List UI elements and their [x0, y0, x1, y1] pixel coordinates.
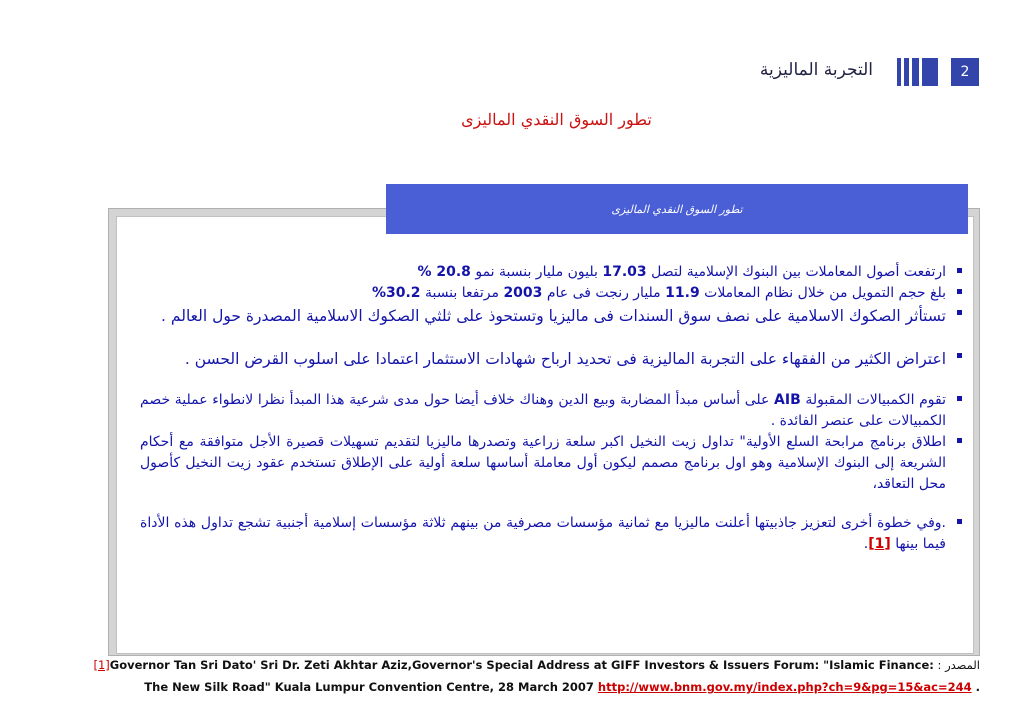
- list-item: [140, 513, 968, 555]
- header-bar: [897, 58, 901, 86]
- square-bullet-icon: [957, 519, 962, 524]
- square-bullet-icon: [957, 289, 962, 294]
- source-end: .: [971, 680, 980, 694]
- list-item: [140, 304, 968, 329]
- square-bullet-icon: [957, 396, 962, 401]
- bullet-text: مليار رنجت فى عام: [542, 285, 666, 301]
- header-bar: [922, 58, 938, 86]
- slide-subtitle: تطور السوق النقدي الماليزى: [461, 110, 652, 129]
- bullet-number: 11.9: [665, 285, 700, 301]
- header-bar: [904, 58, 909, 86]
- source-url-link[interactable]: http://www.bnm.gov.my/index.php?ch=9&pg=15&ac=244: [597, 680, 972, 694]
- bullet-text: مرتفعا بنسبة: [420, 285, 504, 301]
- source-venue: The New Silk Road" Kuala Lumpur Convention Centre, 28 March 2007: [144, 680, 598, 694]
- header-bar: [912, 58, 919, 86]
- list-item: [140, 347, 968, 372]
- list-item: [140, 432, 968, 495]
- square-bullet-icon: [957, 438, 962, 443]
- page-number: 2: [951, 58, 979, 86]
- source-line-1: [60, 655, 980, 675]
- bullet-text: تستأثر الصكوك الاسلامية على نصف سوق السندات فى ماليزيا وتستحوذ على ثلثي الصكوك الاسلامية المصدرة حول العالم .: [161, 307, 946, 325]
- bullet-text: .وفي خطوة أخرى لتعزيز جاذبيتها أعلنت ماليزيا مع ثمانية مؤسسات مصرفية من بينهم ثلاثة مؤسسات إسلامية أجنبية تشجع تداول هذه الأداة فيما بينها: [140, 515, 946, 552]
- source-line-2: [60, 677, 980, 697]
- source-author: Governor Tan Sri Dato' Sri Dr. Zeti Akhtar Aziz,Governor's: [109, 658, 483, 672]
- bullet-number: 20.8 %: [417, 264, 471, 280]
- square-bullet-icon: [957, 310, 962, 315]
- bullet-text: ارتفعت أصول المعاملات بين البنوك الإسلامية لتصل: [646, 264, 946, 280]
- panel-tab-title: تطور السوق النقدي الماليزى: [386, 184, 968, 234]
- list-item: [140, 390, 968, 432]
- source-label: المصدر :: [933, 658, 980, 672]
- bullet-text: اعتراض الكثير من الفقهاء على التجربة الماليزية فى تحديد ارباح شهادات الاستثمار اعتمادا على اسلوب القرض الحسن .: [184, 350, 946, 368]
- bullet-text: تقوم الكمبيالات المقبولة: [800, 392, 946, 408]
- bullet-text: بليون مليار بنسبة نمو: [470, 264, 603, 280]
- bullet-list: [140, 262, 968, 555]
- header-decoration-bars: [897, 58, 941, 86]
- bullet-number: 17.03: [602, 264, 647, 280]
- source-title: Special Address at GIFF Investors & Issuers Forum: "Islamic Finance:: [482, 658, 934, 672]
- bullet-text: بلغ حجم التمويل من خلال نظام المعاملات: [699, 285, 946, 301]
- list-item: [140, 262, 968, 283]
- bullet-number: 30.2%: [371, 285, 421, 301]
- footnote-ref-link[interactable]: [1]: [93, 658, 110, 672]
- list-item: [140, 283, 968, 304]
- bullet-text: على أساس مبدأ المضاربة وبيع الدين وهناك خلاف أيضا حول مدى شرعية هذا المبدأ نظرا لانطواء عملية خصم الكمبيالات على عنصر الفائدة .: [140, 392, 946, 429]
- bullet-text: اطلاق برنامج مرابحة السلع الأولية" تداول زيت النخيل اكبر سلعة زراعية وتصدرها ماليزيا لتقديم تسهيلات قصيرة الأجل متوافقة مع أحكام الشريعة إلى البنوك الإسلامية وهو اول برنامج مصمم ليكون أول معاملة أساسها سلعة أولية على الإطلاق تستخدم عقود زيت النخيل كأصول محل التعاقد،: [140, 434, 946, 492]
- footnote-ref-link[interactable]: [1]: [868, 536, 891, 552]
- section-title: التجربة الماليزية: [759, 60, 873, 80]
- bullet-text: .: [863, 536, 869, 552]
- bullet-number: AIB: [774, 392, 801, 408]
- bullet-number: 2003: [503, 285, 543, 301]
- square-bullet-icon: [957, 268, 962, 273]
- square-bullet-icon: [957, 353, 962, 358]
